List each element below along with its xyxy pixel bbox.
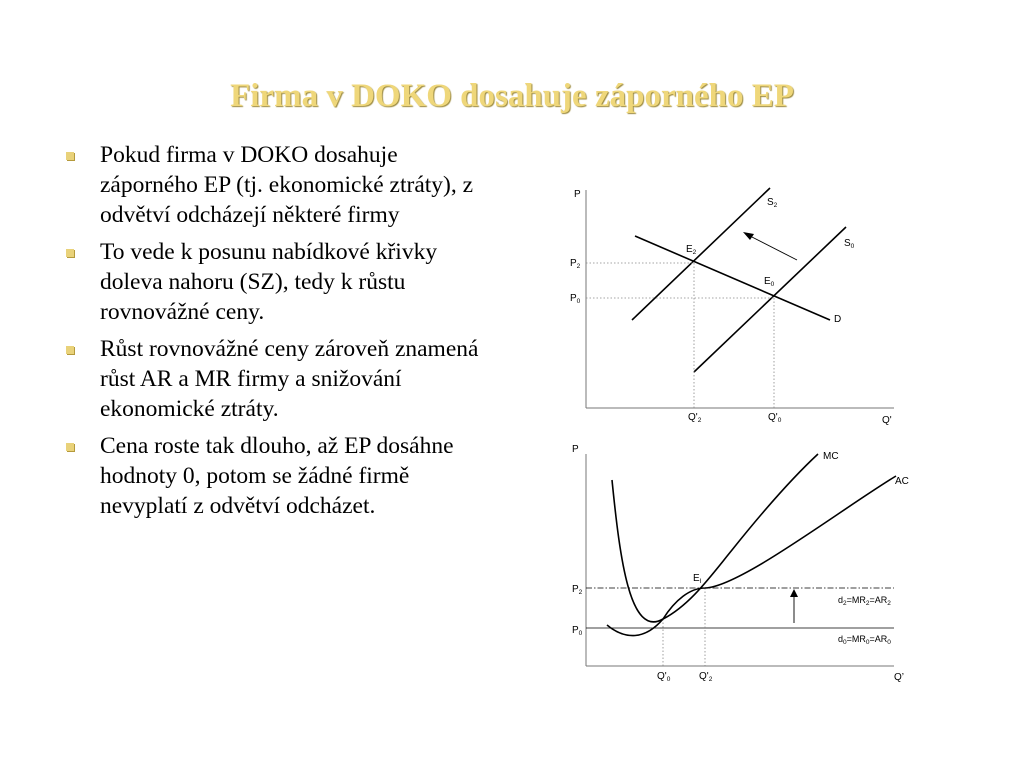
y-axis-label: P (572, 444, 579, 455)
p0-label: $P_0$ (570, 293, 581, 305)
bullet-text: Pokud firma v DOKO dosahuje záporného EP (tj. ekonomické ztráty), z odvětví odcházejí některé firmy (100, 142, 474, 228)
x-axis-label: Q' (882, 415, 892, 426)
p2-label: $P_2$ (572, 584, 583, 596)
demand-label: D (834, 314, 842, 325)
p2-label: $P_2$ (570, 258, 581, 270)
ac-label: AC (895, 476, 909, 487)
bullet-text: Růst rovnovážné ceny zároveň znamená růst AR a MR firmy a snižování ekonomické ztráty. (100, 336, 479, 422)
q2-label: $Q'_2$ (699, 671, 713, 683)
mc-label: MC (823, 451, 839, 462)
p0-label: $P_0$ (572, 625, 583, 637)
q0-label: $Q'_0$ (768, 412, 782, 424)
market-supply-demand-diagram (560, 180, 900, 430)
shift-arrow (750, 236, 797, 260)
e2-label: $E_2$ (686, 244, 697, 256)
arrow-head-icon (743, 232, 754, 240)
square-bullet-icon (66, 443, 74, 451)
y-axis-label: P (574, 189, 581, 200)
q0-label: $Q'_0$ (657, 671, 671, 683)
d2-mr2-ar2-label: $d_2=MR_2=AR_2$ (838, 595, 891, 607)
x-axis-label: Q’ (894, 672, 904, 683)
supply-curve-s2 (632, 188, 770, 320)
bullet-item (62, 237, 492, 327)
e1-label: $E_I$ (693, 573, 702, 585)
slide-title: Firma v DOKO dosahuje záporného EP (230, 78, 794, 114)
bullet-list (62, 140, 492, 528)
bullet-item (62, 334, 492, 424)
d0-mr0-ar0-label: $d_0=MR_0=AR_0$ (838, 634, 891, 646)
mc-curve (612, 454, 818, 622)
bullet-text: Cena roste tak dlouho, až EP dosáhne hodnoty 0, potom se žádné firmě nevyplatí z odvětví odcházet. (100, 433, 454, 519)
demand-curve (635, 236, 830, 320)
firm-cost-diagram (560, 440, 909, 690)
s2-label: $S_2$ (767, 197, 778, 209)
bullet-text: To vede k posunu nabídkové křivky doleva nahoru (SZ), tedy k růstu rovnovážné ceny. (100, 239, 438, 325)
square-bullet-icon (66, 249, 74, 257)
square-bullet-icon (66, 346, 74, 354)
q2-label: $Q'_2$ (688, 412, 702, 424)
square-bullet-icon (66, 152, 74, 160)
arrow-up-icon (790, 589, 798, 597)
bullet-item (62, 140, 492, 230)
ac-curve (607, 476, 896, 636)
s0-label: $S_0$ (844, 238, 855, 250)
supply-curve-s0 (694, 227, 846, 372)
bullet-item (62, 431, 492, 521)
e0-label: $E_0$ (764, 276, 775, 288)
